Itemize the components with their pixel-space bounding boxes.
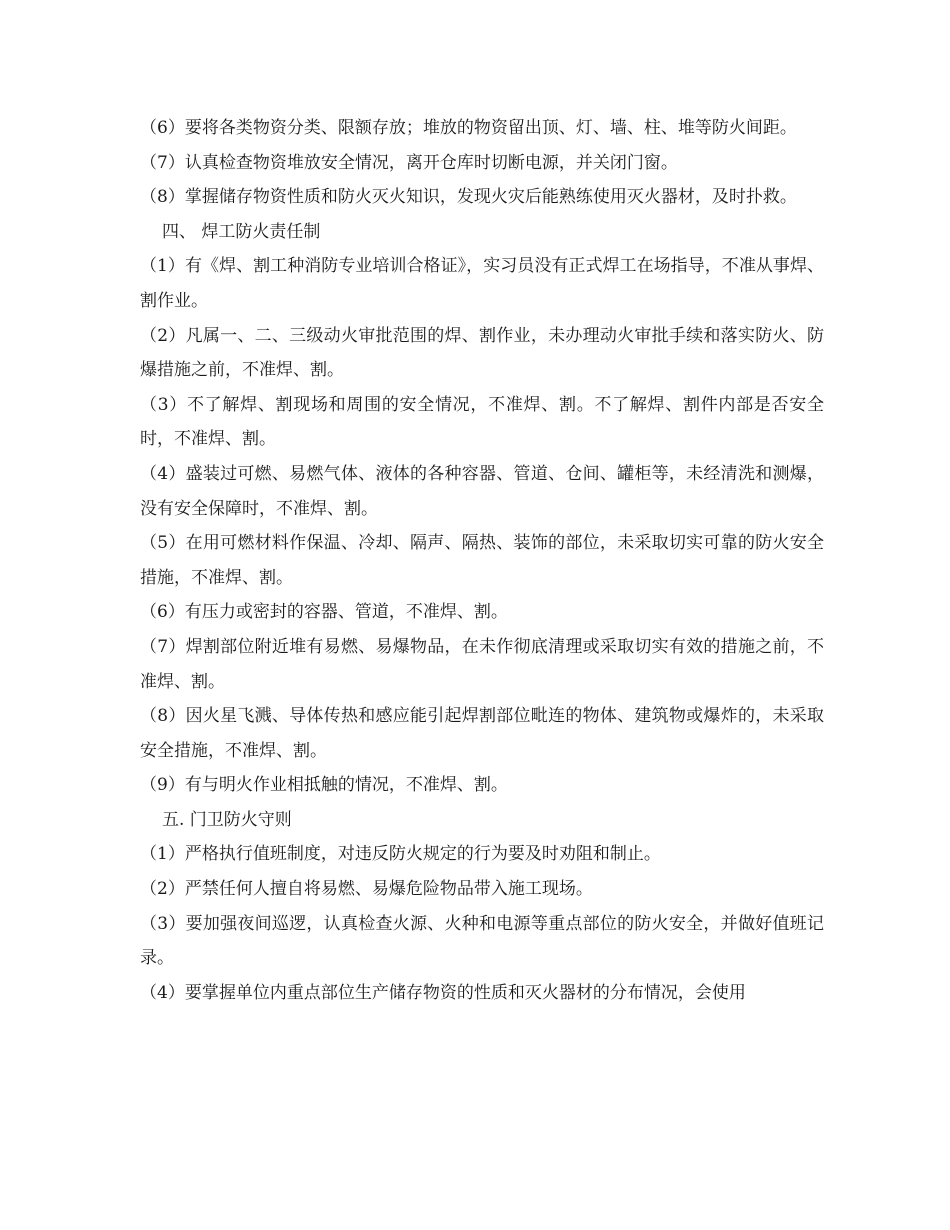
list-item: （4）盛装过可燃、易燃气体、液体的各种容器、管道、仓间、罐柜等，未经清洗和测爆，没有安全保障时，不准焊、割。 (140, 463, 824, 519)
list-item: （3）要加强夜间巡逻，认真检查火源、火种和电源等重点部位的防火安全，并做好值班记录。 (140, 913, 824, 969)
section-heading: 四、 焊工防火责任制 (162, 221, 321, 242)
list-item: （3）不了解焊、割现场和周围的安全情况，不准焊、割。不了解焊、割件内部是否安全时，不准焊、割。 (140, 394, 824, 450)
list-item: （8）掌握储存物资性质和防火灭火知识，发现火灾后能熟练使用灭火器材，及时扑救。 (140, 187, 797, 208)
list-item: （5）在用可燃材料作保温、冷却、隔声、隔热、装饰的部位，未采取切实可靠的防火安全措施，不准焊、割。 (140, 533, 824, 588)
list-item: （7）认真检查物资堆放安全情况，离开仓库时切断电源，并关闭门窗。 (140, 152, 678, 173)
list-item: （7）焊割部位附近堆有易燃、易爆物品，在未作彻底清理或采取切实有效的措施之前，不准焊、割。 (140, 636, 824, 692)
document-body (140, 111, 824, 1010)
list-item: （4）要掌握单位内重点部位生产储存物资的性质和灭火器材的分布情况，会使用 (140, 982, 746, 1003)
list-item: （2）凡属一、二、三级动火审批范围的焊、割作业，未办理动火审批手续和落实防火、防爆措施之前，不准焊、割。 (140, 325, 824, 381)
list-item: （1）有《焊、割工种消防专业培训合格证》，实习员没有正式焊工在场指导，不准从事焊、割作业。 (140, 256, 824, 311)
list-item: （8）因火星飞溅、导体传热和感应能引起焊割部位毗连的物体、建筑物或爆炸的，未采取安全措施，不准焊、割。 (140, 706, 824, 761)
section-heading: 五. 门卫防火守则 (162, 809, 292, 830)
list-item: （9）有与明火作业相抵触的情况，不准焊、割。 (140, 775, 508, 796)
list-item: （6）有压力或密封的容器、管道，不准焊、割。 (140, 602, 508, 623)
list-item: （2）严禁任何人擅自将易燃、易爆危险物品带入施工现场。 (140, 879, 593, 900)
list-item: （1）严格执行值班制度，对违反防火规定的行为要及时劝阻和制止。 (140, 844, 661, 865)
list-item: （6）要将各类物资分类、限额存放；堆放的物资留出顶、灯、墙、柱、堆等防火间距。 (140, 118, 797, 138)
